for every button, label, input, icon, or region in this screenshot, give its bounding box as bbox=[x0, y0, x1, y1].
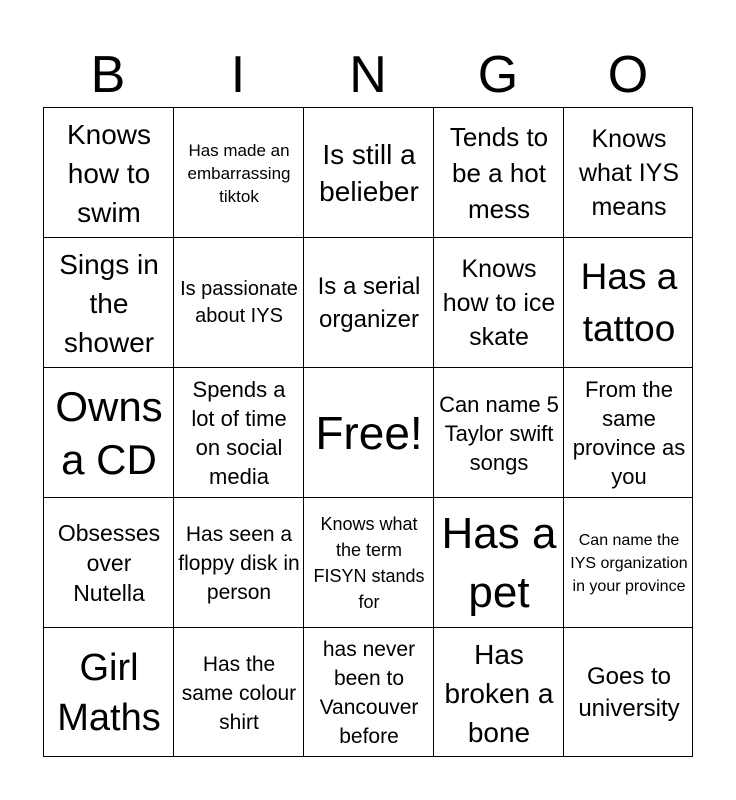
bingo-cell[interactable]: Sings in the shower bbox=[59, 248, 159, 358]
bingo-cell[interactable]: Owns a CD bbox=[55, 383, 163, 483]
header-letter-n: N bbox=[349, 46, 387, 104]
bingo-cell[interactable]: Has a pet bbox=[441, 509, 557, 617]
bingo-cell[interactable]: Girl Maths bbox=[57, 647, 161, 739]
bingo-cell[interactable]: Has seen a floppy disk in person bbox=[178, 522, 300, 604]
bingo-cell[interactable]: Is passionate about IYS bbox=[180, 278, 298, 327]
bingo-cell[interactable]: Is still a belieber bbox=[319, 139, 419, 207]
bingo-cell-free[interactable]: Free! bbox=[315, 407, 423, 459]
bingo-cell[interactable]: Obsesses over Nutella bbox=[57, 520, 161, 606]
bingo-cell[interactable]: Has made an embarrassing tiktok bbox=[187, 140, 291, 206]
bingo-grid bbox=[43, 107, 693, 757]
bingo-cell[interactable]: Can name the IYS organization in your province bbox=[570, 531, 688, 595]
bingo-cell[interactable]: Knows what IYS means bbox=[578, 125, 680, 221]
bingo-cell[interactable]: Tends to be a hot mess bbox=[449, 122, 549, 224]
bingo-cell[interactable]: Knows how to ice skate bbox=[442, 255, 556, 351]
header-letter-g: G bbox=[477, 46, 519, 104]
bingo-cell[interactable]: Knows how to swim bbox=[66, 118, 152, 228]
bingo-cell[interactable]: Has broken a bone bbox=[444, 638, 554, 748]
bingo-cell[interactable]: Goes to university bbox=[578, 663, 680, 722]
bingo-cell[interactable]: Can name 5 Taylor swift songs bbox=[439, 391, 559, 475]
header-letter-i: I bbox=[230, 46, 246, 104]
bingo-cell[interactable]: Has a tattoo bbox=[580, 256, 678, 349]
header-letter-b: B bbox=[90, 46, 126, 104]
bingo-header bbox=[43, 44, 693, 106]
bingo-cell[interactable]: From the same province as you bbox=[572, 377, 686, 489]
bingo-cell[interactable]: Is a serial organizer bbox=[317, 273, 421, 333]
header-letter-o: O bbox=[607, 46, 649, 104]
bingo-cell[interactable]: Spends a lot of time on social media bbox=[191, 377, 287, 489]
bingo-cell[interactable]: Knows what the term FISYN stands for bbox=[313, 514, 425, 612]
bingo-cell[interactable]: has never been to Vancouver before bbox=[319, 638, 419, 748]
bingo-cell[interactable]: Has the same colour shirt bbox=[181, 652, 297, 734]
